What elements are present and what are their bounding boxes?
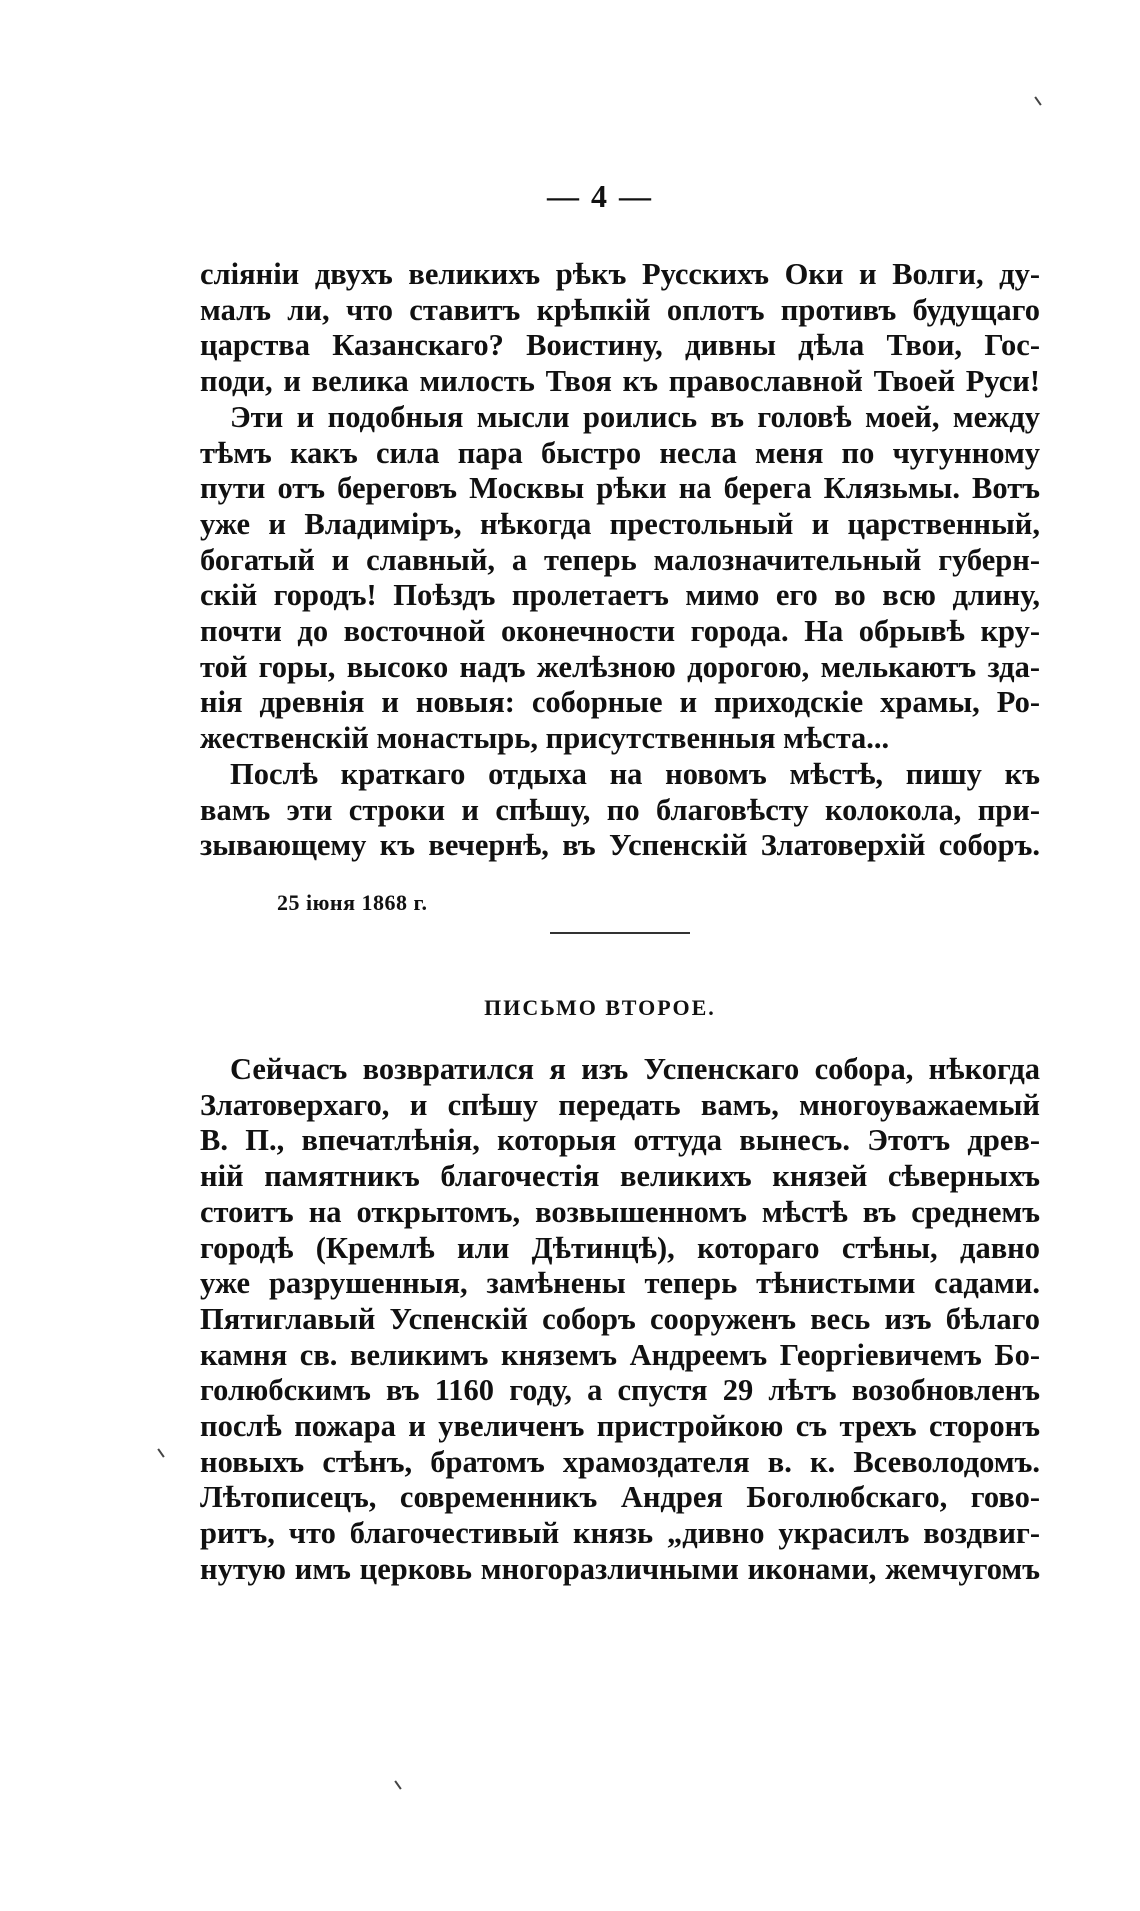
text-line: ній памятникъ благочестія великихъ князей сѣверныхъ — [200, 1159, 1040, 1194]
text-line: новыхъ стѣнъ, братомъ храмоздателя в. к. Всеволодомъ. — [200, 1444, 1040, 1479]
scan-speck — [394, 1780, 401, 1789]
scan-speck — [1034, 96, 1041, 105]
letter-date: 25 іюня 1868 г. — [277, 890, 428, 915]
text-line: Послѣ краткаго отдыха на новомъ мѣстѣ, пишу къ — [230, 756, 1040, 791]
text-line: уже разрушенныя, замѣнены теперь тѣнистыми садами. — [200, 1266, 1040, 1301]
text-line: Лѣтописецъ, современникъ Андрея Боголюбскаго, гово- — [200, 1480, 1040, 1515]
letter-two-text — [200, 1052, 1040, 1588]
text-line: уже и Владиміръ, нѣкогда престольный и царственный, — [200, 506, 1040, 541]
text-line: стоитъ на открытомъ, возвышенномъ мѣстѣ въ среднемъ — [200, 1194, 1040, 1229]
text-line: малъ ли, что ставитъ крѣпкій оплотъ противъ будущаго — [200, 292, 1040, 327]
text-line: зывающему къ вечернѣ, въ Успенскій Златоверхій соборъ. — [200, 828, 1040, 863]
text-line: Златоверхаго, и спѣшу передать вамъ, многоуважаемый — [200, 1087, 1040, 1122]
text-line: Пятиглавый Успенскій соборъ сооруженъ весь изъ бѣлаго — [200, 1301, 1040, 1336]
text-line: городѣ (Кремлѣ или Дѣтинцѣ), котораго стѣны, давно — [200, 1230, 1040, 1265]
text-line: почти до восточной оконечности города. На обрывѣ кру- — [200, 614, 1040, 649]
text-line: Эти и подобныя мысли роились въ головѣ моей, между — [230, 399, 1040, 434]
text-line: голюбскимъ въ 1160 году, а спустя 29 лѣтъ возобновленъ — [200, 1373, 1040, 1408]
text-line: нія древнія и новыя: соборные и приходскіе храмы, Ро- — [200, 685, 1040, 720]
text-line: нутую имъ церковь многоразличными иконами, жемчугомъ — [200, 1551, 1040, 1586]
text-line: вамъ эти строки и спѣшу, по благовѣсту колокола, при- — [200, 792, 1040, 827]
letter-one-text — [200, 257, 1040, 864]
text-line: камня св. великимъ княземъ Андреемъ Георгіевичемъ Бо- — [200, 1337, 1040, 1372]
text-line: жественскій монастырь, присутственныя мѣста... — [200, 721, 890, 756]
text-line: В. П., впечатлѣнія, которыя оттуда вынесъ. Этотъ древ- — [200, 1123, 1040, 1158]
text-line: царства Казанскаго? Воистину, дивны дѣла Твои, Гос- — [200, 328, 1040, 363]
text-line: пути отъ береговъ Москвы рѣки на берега Клязьмы. Вотъ — [200, 471, 1040, 506]
section-divider — [550, 932, 690, 934]
text-line: сліяніи двухъ великихъ рѣкъ Русскихъ Оки и Волги, ду- — [200, 257, 1040, 291]
section-heading: ПИСЬМО ВТОРОЕ. — [484, 995, 716, 1020]
text-line: богатый и славный, а теперь малозначительный губерн- — [200, 542, 1040, 577]
text-line: Сейчасъ возвратился я изъ Успенскаго собора, нѣкогда — [230, 1052, 1040, 1086]
text-line: ритъ, что благочестивый князь „дивно украсилъ воздвиг- — [200, 1516, 1040, 1551]
text-line: той горы, высоко надъ желѣзною дорогою, мелькаютъ зда- — [200, 649, 1040, 684]
scan-speck — [157, 1448, 164, 1457]
page-number: — 4 — — [547, 178, 653, 214]
text-line: поди, и велика милость Твоя къ православной Твоей Руси! — [200, 364, 1040, 399]
text-line: послѣ пожара и увеличенъ пристройкою съ трехъ сторонъ — [200, 1409, 1040, 1444]
text-line: скій городъ! Поѣздъ пролетаетъ мимо его во всю длину, — [200, 578, 1040, 613]
text-line: тѣмъ какъ сила пара быстро несла меня по чугунному — [200, 435, 1040, 470]
